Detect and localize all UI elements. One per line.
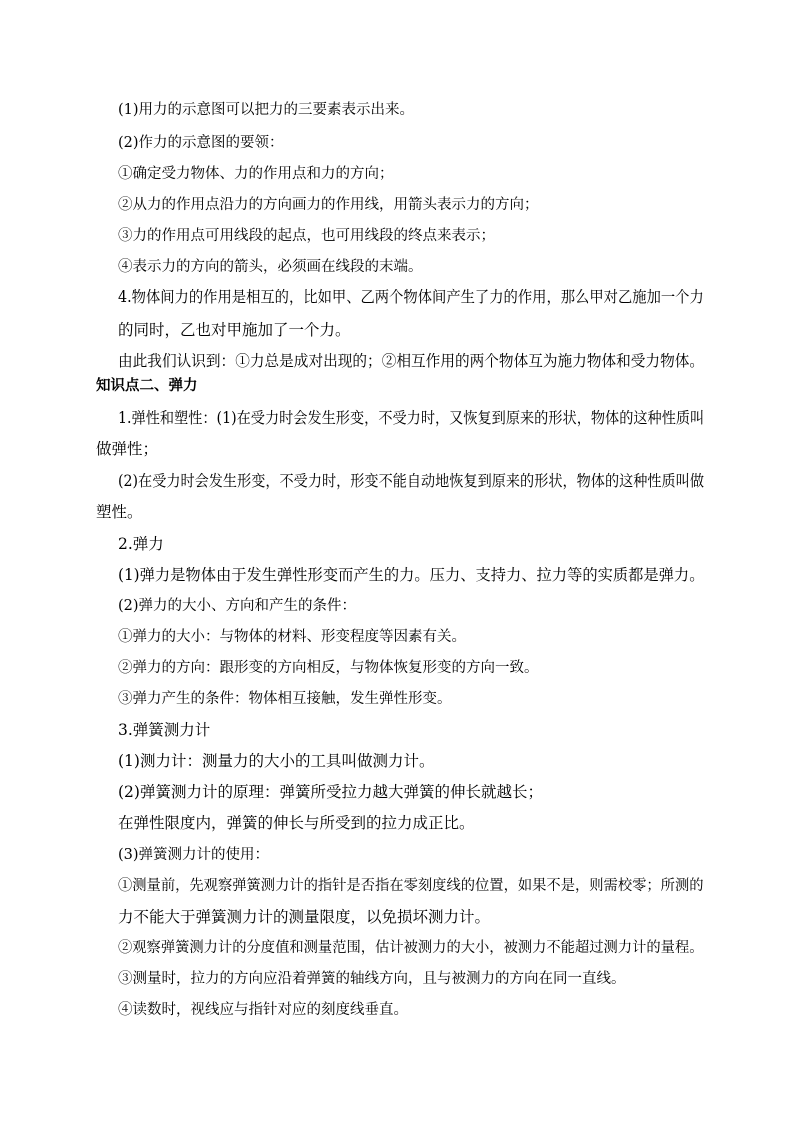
text-line-elastic-conditions: (2)弹力的大小、方向和产生的条件： xyxy=(118,598,357,614)
text-line-usage-1b: 力不能大于弹簧测力计的测量限度，以免损坏测力计。 xyxy=(118,908,491,926)
text-line-step-2: ②从力的作用点沿力的方向画力的作用线，用箭头表示力的方向； xyxy=(118,197,539,213)
text-line-conclusion: 由此我们认识到：①力总是成对出现的；②相互作用的两个物体互为施力物体和受力物体。 xyxy=(118,352,705,370)
section-heading-elastic-force: 知识点二、弹力 xyxy=(96,377,198,394)
text-line-usage-1a: ①测量前，先观察弹簧测力计的指针是否指在零刻度线的位置，如果不是，则需校零；所测的 xyxy=(118,878,704,894)
text-line-step-3: ③力的作用点可用线段的起点，也可用线段的终点来表示； xyxy=(118,228,495,244)
text-line-interaction-2: 的同时，乙也对甲施加了一个力。 xyxy=(118,321,351,339)
text-line-force-diagram-1: (1)用力的示意图可以把力的三要素表示出来。 xyxy=(118,102,415,118)
text-line-elastic-definition: (1)弹力是物体由于发生弹性形变而产生的力。压力、支持力、拉力等的实质都是弹力。 xyxy=(118,566,705,584)
text-line-elastic-magnitude: ①弹力的大小：与物体的材料、形变程度等因素有关。 xyxy=(118,629,466,645)
text-line-elasticity-2: 做弹性； xyxy=(96,440,159,458)
text-line-step-1: ①确定受力物体、力的作用点和力的方向； xyxy=(118,166,394,182)
text-line-usage-4: ④读数时，视线应与指针对应的刻度线垂直。 xyxy=(118,1002,408,1018)
text-line-interaction-1: 4.物体间力的作用是相互的，比如甲、乙两个物体间产生了力的作用，那么甲对乙施加一个力 xyxy=(118,288,704,306)
text-line-proportionality: 在弹性限度内，弹簧的伸长与所受到的拉力成正比。 xyxy=(118,814,475,832)
text-line-plasticity-2: 塑性。 xyxy=(96,503,143,521)
subheading-elastic-force: 2.弹力 xyxy=(118,535,164,553)
text-line-elasticity-1: 1.弹性和塑性：(1)在受力时会发生形变，不受力时，又恢复到原来的形状，物体的这种性质叫 xyxy=(118,409,705,427)
text-line-spring-usage: (3)弹簧测力计的使用： xyxy=(118,847,270,863)
subheading-spring-scale: 3.弹簧测力计 xyxy=(118,721,211,739)
text-line-elastic-direction: ②弹力的方向：跟形变的方向相反，与物体恢复形变的方向一致。 xyxy=(118,660,539,676)
text-line-dynamometer: (1)测力计：测量力的大小的工具叫做测力计。 xyxy=(118,752,435,770)
text-line-elastic-origin: ③弹力产生的条件：物体相互接触，发生弹性形变。 xyxy=(118,691,452,707)
text-line-spring-principle: (2)弹簧测力计的原理：弹簧所受拉力越大弹簧的伸长就越长； xyxy=(118,783,543,801)
text-line-plasticity-1: (2)在受力时会发生形变，不受力时，形变不能自动地恢复到原来的形状，物体的这种性质叫做 xyxy=(118,472,704,490)
text-line-step-4: ④表示力的方向的箭头，必须画在线段的末端。 xyxy=(118,259,423,275)
text-line-force-diagram-2: (2)作力的示意图的要领： xyxy=(118,135,284,151)
text-line-usage-3: ③测量时，拉力的方向应沿着弹簧的轴线方向，且与被测力的方向在同一直线。 xyxy=(118,971,626,987)
text-line-usage-2: ②观察弹簧测力计的分度值和测量范围，估计被测力的大小，被测力不能超过测力计的量程。 xyxy=(118,940,704,956)
